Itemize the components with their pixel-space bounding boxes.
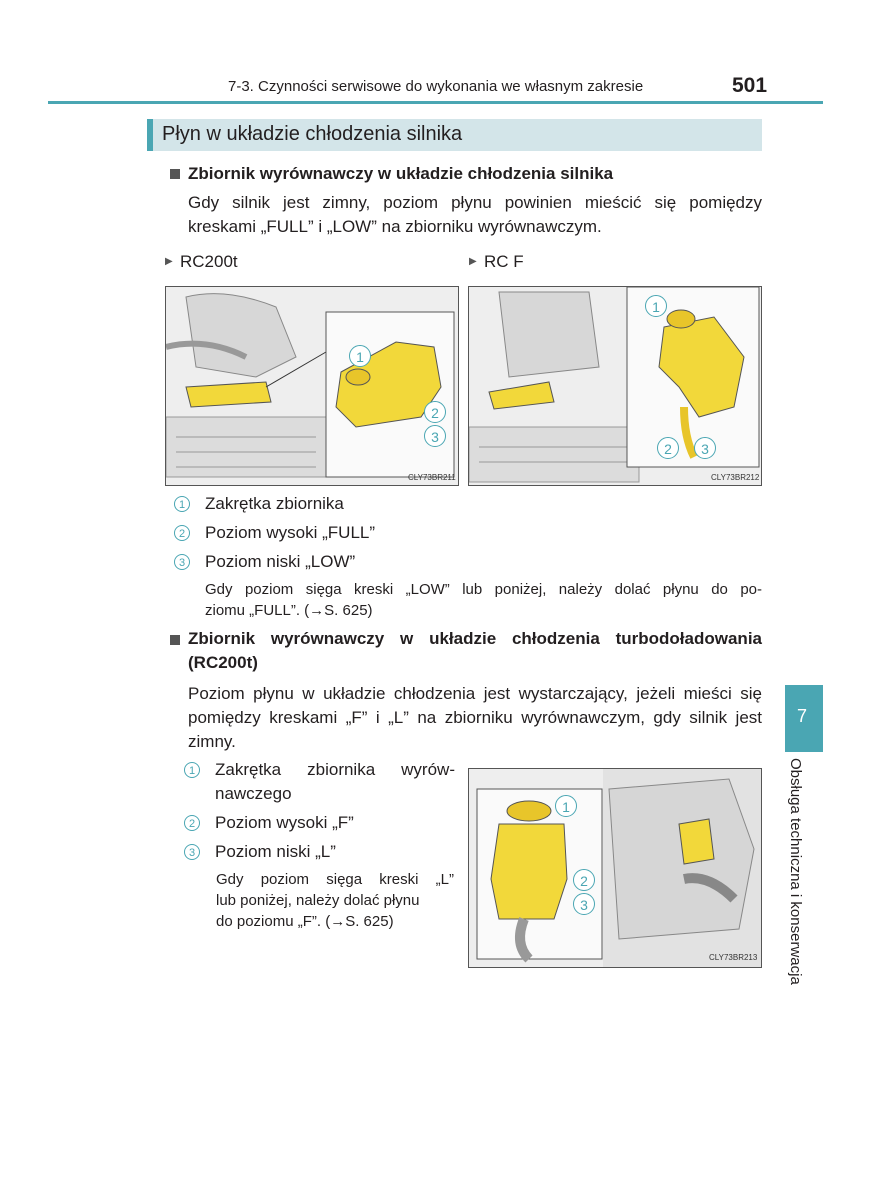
body-text: zimny. <box>188 732 236 751</box>
triangle-bullet-icon: ▶ <box>165 256 173 267</box>
figure-rcf-engine <box>468 286 762 486</box>
callout-3: 3 <box>573 893 595 915</box>
item-label: Poziom wysoki „F” <box>215 813 354 832</box>
callout-2: 2 <box>657 437 679 459</box>
note-text: Gdy poziom sięga kreski „L” <box>216 871 454 888</box>
number-1-icon: 1 <box>174 496 190 512</box>
callout-1: 1 <box>645 295 667 317</box>
callout-2: 2 <box>424 401 446 423</box>
number-3-icon: 3 <box>174 554 190 570</box>
header-rule <box>48 101 823 104</box>
item-label: Zakrętka zbiornika <box>205 494 344 513</box>
callout-1: 1 <box>555 795 577 817</box>
callout-3: 3 <box>424 425 446 447</box>
subsection-title: Zbiornik wyrównawczy w układzie chłodzenia turbodoładowania <box>188 629 762 648</box>
triangle-bullet-icon: ▶ <box>469 256 477 267</box>
figure-code: CLY73BR212 <box>711 473 760 482</box>
subsection-title: Zbiornik wyrównawczy w układzie chłodzenia silnika <box>188 164 614 183</box>
item-label: Poziom niski „L” <box>215 842 336 861</box>
callout-3: 3 <box>694 437 716 459</box>
item-label: Zakrętka zbiornika wyrów- <box>215 760 455 779</box>
chapter-title: 7-3. Czynności serwisowe do wykonania we własnym zakresie <box>228 78 644 95</box>
number-2-icon: 2 <box>174 525 190 541</box>
subsection-title-cont: (RC200t) <box>188 653 258 672</box>
item-label: Poziom niski „LOW” <box>205 552 356 571</box>
engine-illustration <box>166 287 458 485</box>
model-label-rcf: RC F <box>484 252 524 271</box>
number-2-icon: 2 <box>184 815 200 831</box>
figure-code: CLY73BR211 <box>408 473 456 482</box>
body-text: kreskami „FULL” i „LOW” na zbiorniku wyrównawczym. <box>188 217 602 236</box>
figure-rc200t-engine <box>165 286 459 486</box>
page-number: 501 <box>732 74 768 97</box>
chapter-tab-number: 7 <box>797 706 808 726</box>
figure-code: CLY73BR213 <box>709 953 758 962</box>
note-text: ziomu „FULL”. (→S. 625) <box>205 602 373 619</box>
body-text: Poziom płynu w układzie chłodzenia jest wystarczający, jeżeli mieści się <box>188 684 762 703</box>
callout-1: 1 <box>349 345 371 367</box>
engine-illustration <box>469 287 761 485</box>
item-label-cont: nawczego <box>215 784 292 803</box>
number-1-icon: 1 <box>184 762 200 778</box>
chapter-tab-label: Obsługa techniczna i konserwacja <box>787 758 804 985</box>
section-accent <box>147 119 153 151</box>
callout-2: 2 <box>573 869 595 891</box>
item-label: Poziom wysoki „FULL” <box>205 523 376 542</box>
note-text: Gdy poziom sięga kreski „LOW” lub poniżej, należy dolać płynu do po- <box>205 581 762 598</box>
body-text: Gdy silnik jest zimny, poziom płynu powinien mieścić się pomiędzy <box>188 193 762 212</box>
model-label-rc200t: RC200t <box>180 252 238 271</box>
bullet-square <box>170 169 180 179</box>
section-title: Płyn w układzie chłodzenia silnika <box>162 123 463 145</box>
note-text: do poziomu „F”. (→S. 625) <box>216 913 394 930</box>
bullet-square <box>170 635 180 645</box>
body-text: pomiędzy kreskami „F” i „L” na zbiorniku wyrównawczym, gdy silnik jest <box>188 708 762 727</box>
number-3-icon: 3 <box>184 844 200 860</box>
note-text: lub poniżej, należy dolać płynu <box>216 892 420 909</box>
figure-turbo-coolant-tank <box>468 768 762 968</box>
turbo-tank-illustration <box>469 769 761 967</box>
